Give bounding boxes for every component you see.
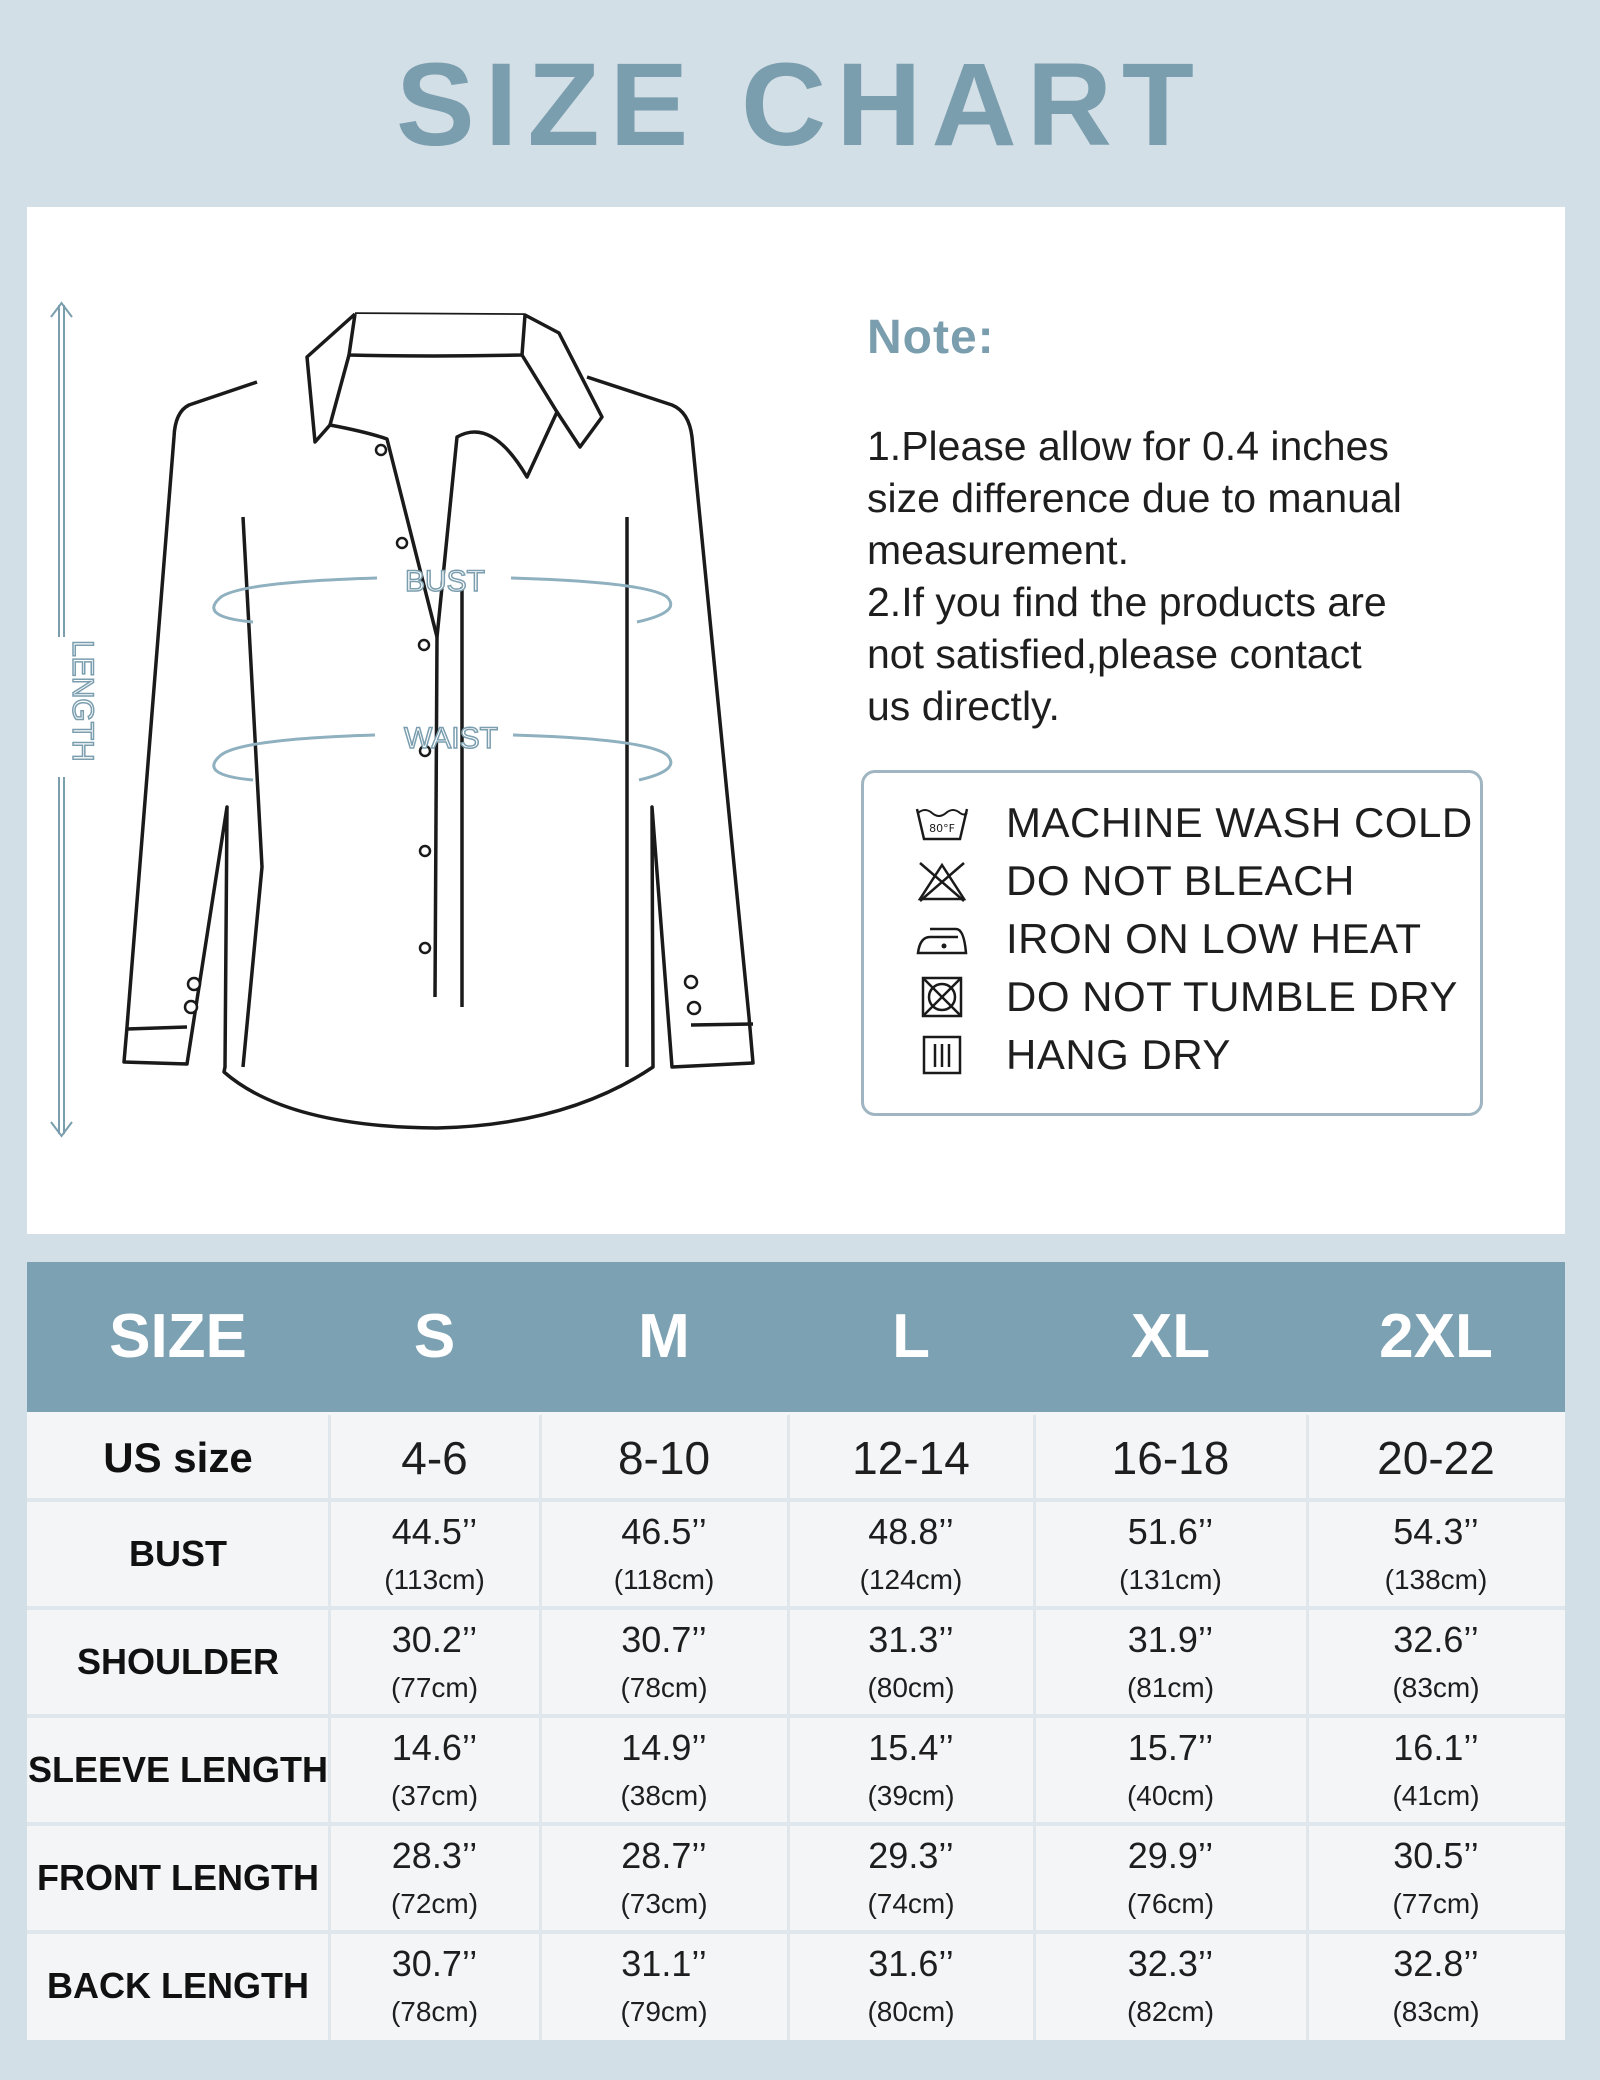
table-cell-cm: (83cm) [1392, 1672, 1480, 1703]
divider [27, 1606, 1565, 1610]
table-cell-cm: (37cm) [390, 1780, 479, 1811]
bust-label: BUST [404, 565, 486, 598]
divider [27, 1498, 1565, 1502]
row-label: BUST [129, 1533, 227, 1574]
table-cell-cm: (138cm) [1384, 1564, 1488, 1595]
divider [539, 1415, 542, 2040]
do-not-bleach-icon [914, 855, 970, 907]
table-cell-in: 48.8’’ [868, 1511, 954, 1552]
divider [1306, 1415, 1309, 2040]
note-line: 2.If you find the products are [867, 579, 1387, 625]
row-label: SHOULDER [76, 1641, 279, 1682]
table-cell-cm: (80cm) [867, 1996, 955, 2027]
hang-dry-icon [914, 1029, 970, 1081]
table-cell-in: 46.5’’ [621, 1511, 707, 1552]
shirt-outline [124, 314, 753, 1128]
divider [27, 1714, 1565, 1718]
header-m: M [638, 1302, 690, 1371]
table-row [27, 1824, 1565, 1932]
table-cell: 4-6 [401, 1431, 468, 1484]
shirt-diagram [27, 207, 827, 1234]
table-cell-in: 31.1’’ [621, 1943, 707, 1984]
table-cell-cm: (38cm) [620, 1780, 708, 1811]
table-cell-in: 28.7’’ [621, 1835, 707, 1876]
note-line: size difference due to manual [867, 475, 1402, 521]
table-cell: 20-22 [1377, 1431, 1495, 1484]
table-cell: 8-10 [617, 1431, 711, 1484]
table-cell-cm: (77cm) [390, 1672, 479, 1703]
row-label: US size [103, 1433, 253, 1481]
table-cell-in: 16.1’’ [1393, 1727, 1479, 1768]
table-cell-cm: (83cm) [1392, 1996, 1480, 2027]
note-line: measurement. [867, 527, 1130, 573]
header-s: S [413, 1302, 456, 1371]
table-cell-in: 29.9’’ [1127, 1835, 1214, 1876]
table-cell-in: 15.4’’ [868, 1727, 954, 1768]
table-cell-in: 14.6’’ [391, 1727, 478, 1768]
table-row [27, 1415, 1565, 1500]
care-label: DO NOT TUMBLE DRY [1006, 973, 1458, 1020]
wash-temp-label: 80°F [929, 822, 955, 835]
table-cell-cm: (131cm) [1119, 1564, 1222, 1595]
note-line: 1.Please allow for 0.4 inches [867, 423, 1389, 469]
table-row [27, 1608, 1565, 1716]
table-cell-cm: (113cm) [384, 1564, 485, 1595]
table-cell-cm: (78cm) [620, 1672, 708, 1703]
table-cell-in: 32.3’’ [1127, 1943, 1214, 1984]
table-cell: 12-14 [852, 1431, 970, 1484]
divider [27, 1822, 1565, 1826]
care-row [914, 855, 1355, 907]
care-row [914, 797, 1473, 849]
table-cell: 16-18 [1111, 1431, 1230, 1484]
table-cell-cm: (72cm) [390, 1888, 479, 1919]
table-cell-cm: (78cm) [390, 1996, 479, 2027]
header-size: SIZE [109, 1302, 247, 1371]
machine-wash-cold-icon [914, 797, 970, 849]
table-cell-cm: (74cm) [867, 1888, 955, 1919]
table-row [27, 1716, 1565, 1824]
table-cell-in: 30.7’’ [621, 1619, 707, 1660]
table-cell-in: 31.3’’ [868, 1619, 954, 1660]
care-row [914, 913, 1422, 965]
table-cell-in: 30.2’’ [391, 1619, 478, 1660]
table-cell-in: 44.5’’ [391, 1511, 478, 1552]
table-cell-cm: (80cm) [867, 1672, 955, 1703]
care-label: IRON ON LOW HEAT [1006, 915, 1422, 962]
table-row [27, 1932, 1565, 2040]
table-cell-cm: (76cm) [1126, 1888, 1215, 1919]
care-row [914, 1029, 1231, 1081]
table-cell-in: 29.3’’ [868, 1835, 954, 1876]
row-label: BACK LENGTH [47, 1965, 309, 2006]
table-cell-in: 30.5’’ [1393, 1835, 1479, 1876]
care-instructions-box [861, 770, 1483, 1116]
table-cell-cm: (82cm) [1126, 1996, 1215, 2027]
iron-low-heat-icon [914, 913, 970, 965]
length-label: LENGTH [66, 640, 99, 762]
divider [1033, 1415, 1036, 2040]
note-title: Note: [867, 311, 995, 364]
divider [787, 1415, 790, 2040]
table-cell-in: 32.6’’ [1393, 1619, 1479, 1660]
table-cell-in: 51.6’’ [1127, 1511, 1214, 1552]
waist-label: WAIST [404, 722, 498, 755]
care-row [914, 971, 1458, 1023]
row-label: FRONT LENGTH [37, 1857, 319, 1898]
table-cell-cm: (41cm) [1392, 1780, 1480, 1811]
measurement-panel [27, 207, 1565, 1234]
table-cell-cm: (77cm) [1392, 1888, 1480, 1919]
page-title: SIZE CHART [396, 39, 1204, 171]
table-cell-cm: (124cm) [859, 1564, 963, 1595]
table-cell-cm: (118cm) [613, 1564, 715, 1595]
divider [328, 1415, 331, 2040]
table-row [27, 1500, 1565, 1608]
table-cell-in: 31.6’’ [868, 1943, 954, 1984]
table-cell-in: 32.8’’ [1393, 1943, 1479, 1984]
care-label: HANG DRY [1006, 1031, 1231, 1078]
divider [27, 1930, 1565, 1934]
table-cell-in: 15.7’’ [1127, 1727, 1214, 1768]
header-xl: XL [1130, 1302, 1211, 1371]
table-cell-in: 31.9’’ [1127, 1619, 1214, 1660]
table-cell-in: 28.3’’ [391, 1835, 478, 1876]
note-line: not satisfied,please contact [867, 631, 1362, 677]
table-cell-cm: (40cm) [1126, 1780, 1215, 1811]
table-header [27, 1262, 1565, 1412]
header-2xl: 2XL [1379, 1302, 1493, 1371]
table-cell-cm: (81cm) [1126, 1672, 1215, 1703]
table-cell-in: 54.3’’ [1393, 1511, 1479, 1552]
table-cell-in: 30.7’’ [391, 1943, 478, 1984]
table-cell-cm: (39cm) [867, 1780, 955, 1811]
header-l: L [892, 1302, 930, 1371]
do-not-tumble-dry-icon [914, 971, 970, 1023]
care-label: MACHINE WASH COLD [1006, 799, 1473, 846]
row-label: SLEEVE LENGTH [27, 1749, 329, 1790]
note-line: us directly. [867, 683, 1060, 729]
table-cell-cm: (79cm) [620, 1996, 708, 2027]
table-cell-cm: (73cm) [620, 1888, 708, 1919]
table-cell-in: 14.9’’ [621, 1727, 707, 1768]
care-label: DO NOT BLEACH [1006, 857, 1355, 904]
size-table [27, 1262, 1565, 2040]
